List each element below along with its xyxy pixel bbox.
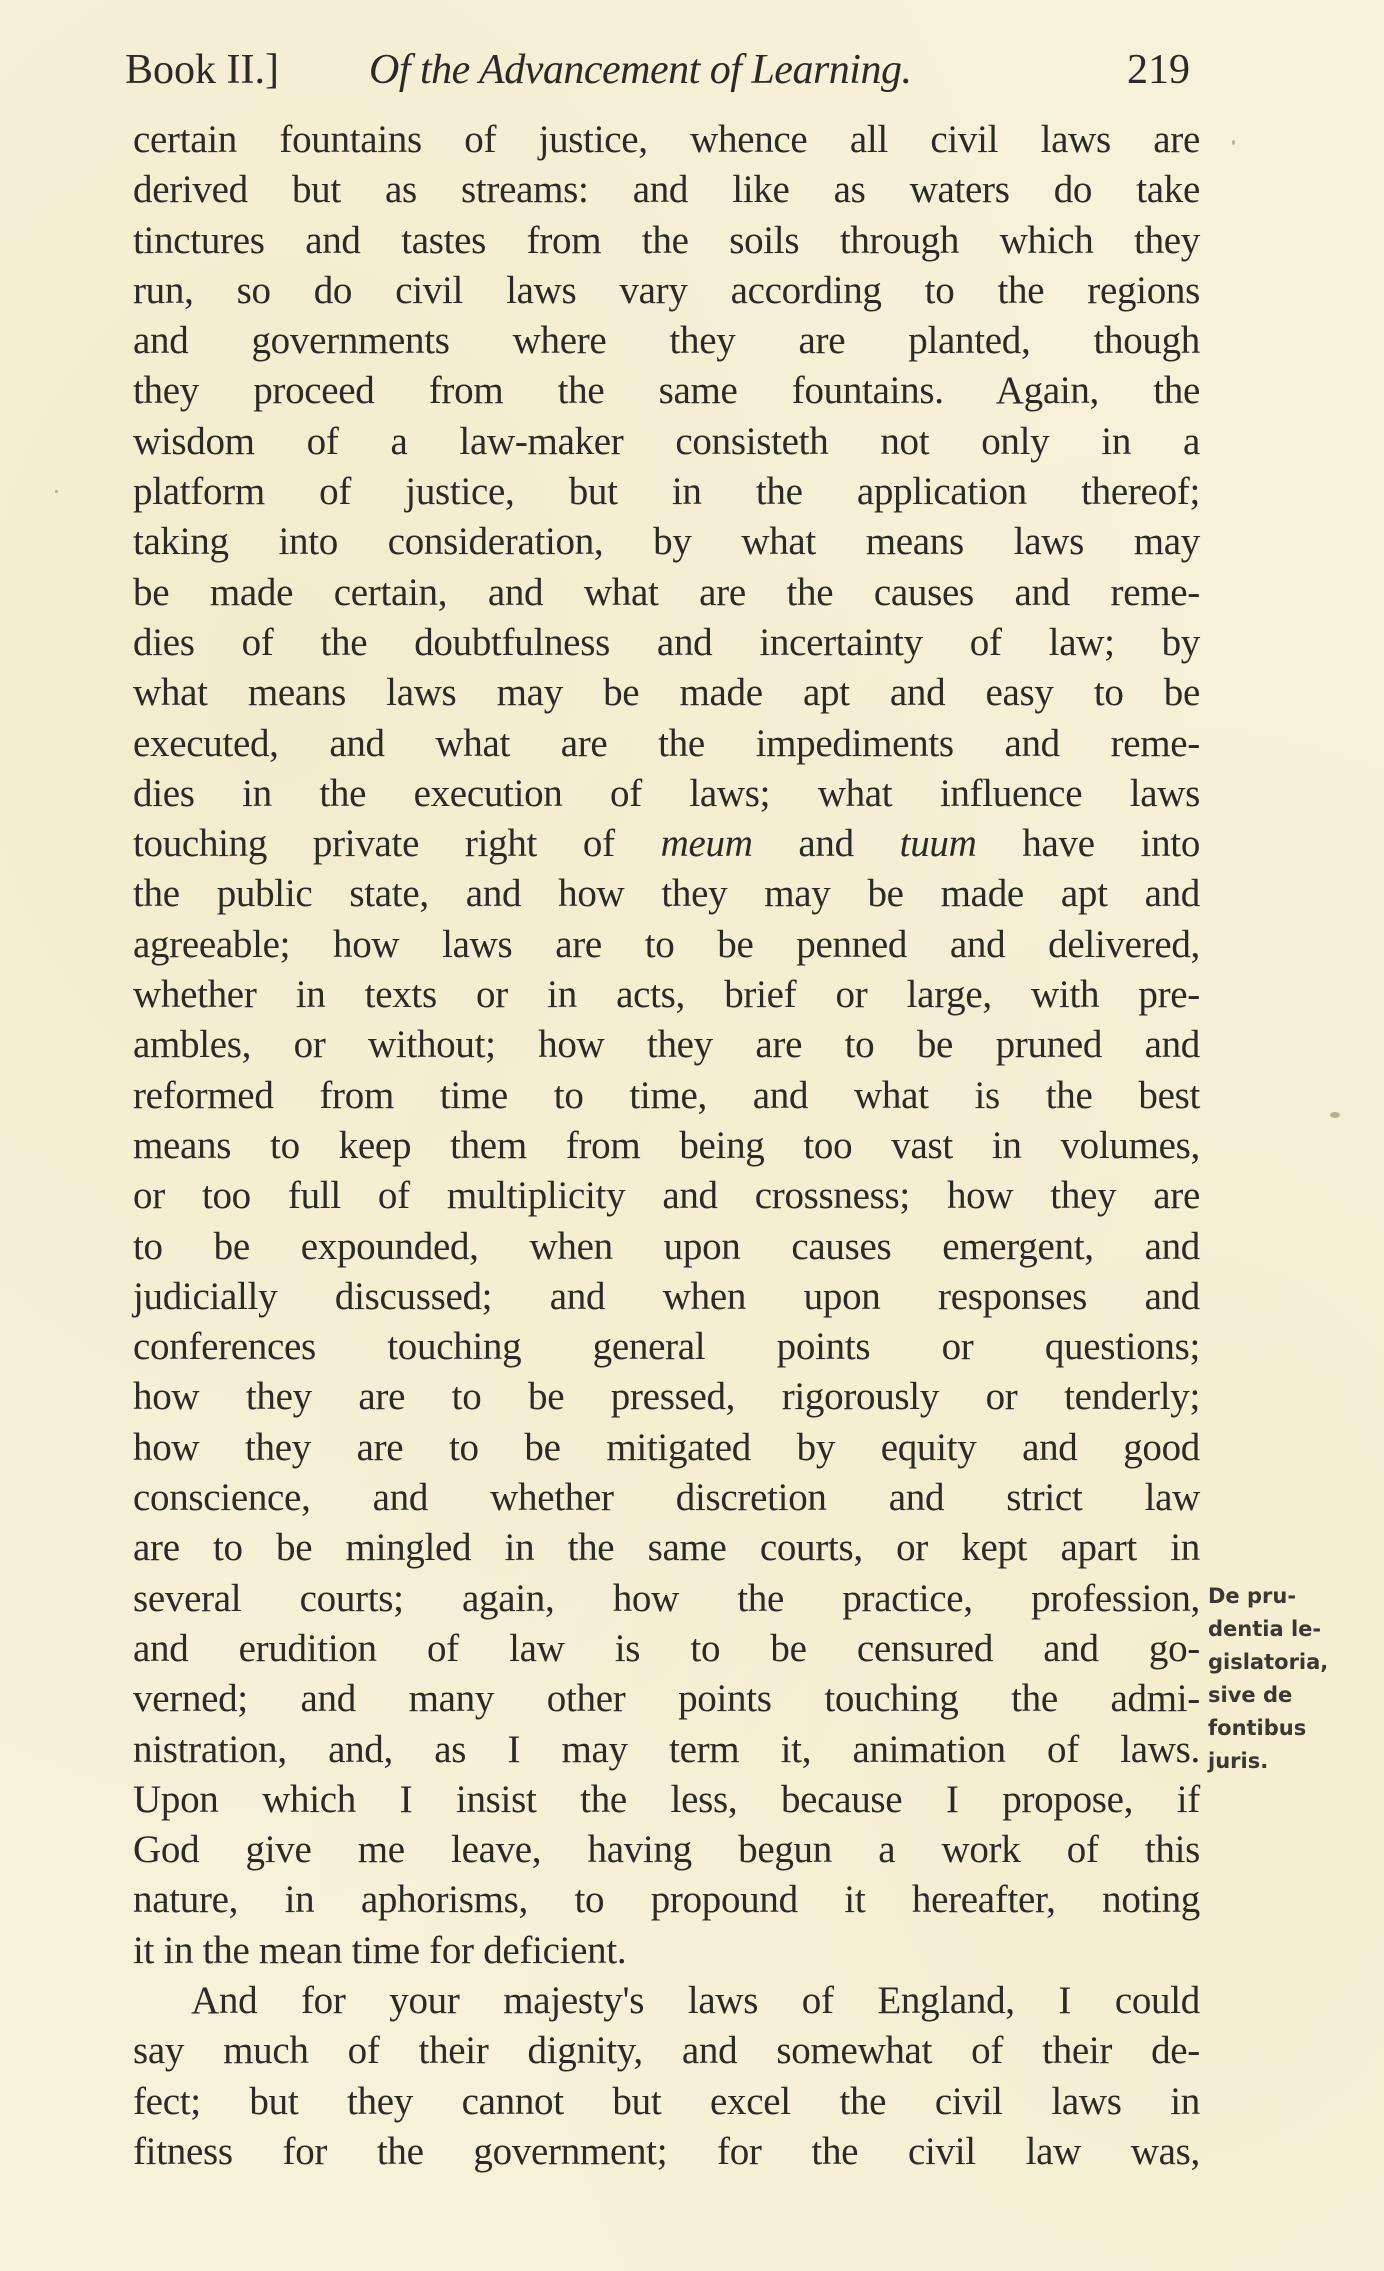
text-line: fect; but they cannot but excel the civil laws in — [133, 2079, 1200, 2123]
book-section-label: Book II.] — [125, 47, 279, 93]
text-line: and governments where they are planted, though — [133, 319, 1200, 363]
text-line: platform of justice, but in the application thereof; — [133, 470, 1200, 514]
text-line: or too full of multiplicity and crossness; how they are — [133, 1174, 1200, 1218]
text-line: say much of their dignity, and somewhat of their de- — [133, 2029, 1200, 2073]
marginal-note-line: fontibus — [1208, 1716, 1307, 1740]
text-line: to be expounded, when upon causes emergent, and — [133, 1224, 1200, 1268]
text-line: run, so do civil laws vary according to the regions — [133, 268, 1200, 312]
paragraph-end-line: it in the mean time for deficient. — [133, 1928, 627, 1972]
text-line: wisdom of a law-maker consisteth not only in a — [133, 419, 1200, 463]
text-line: ambles, or without; how they are to be pruned and — [133, 1023, 1200, 1067]
paper-speck — [1330, 1112, 1340, 1118]
text-line: means to keep them from being too vast in volumes, — [133, 1123, 1200, 1167]
text-line: what means laws may be made apt and easy to be — [133, 671, 1200, 715]
text-line: reformed from time to time, and what is the best — [133, 1073, 1200, 1117]
paragraph-start-line: And for your majesty's laws of England, I could — [191, 1978, 1200, 2022]
text-line: the public state, and how they may be made apt and — [133, 872, 1200, 916]
paper-speck — [1232, 140, 1235, 145]
text-segment: have into — [976, 822, 1201, 866]
running-title: Of the Advancement of Learning. — [369, 47, 912, 93]
text-line: dies in the execution of laws; what influence laws — [133, 771, 1200, 815]
marginal-note-line: De pru- — [1208, 1584, 1297, 1608]
text-line: conferences touching general points or questions; — [133, 1325, 1200, 1369]
page-number: 219 — [1127, 47, 1190, 93]
text-line: judicially discussed; and when upon responses and — [133, 1274, 1200, 1318]
text-line: they proceed from the same fountains. Again, the — [133, 369, 1200, 413]
text-line: fitness for the government; for the civil law was, — [133, 2129, 1200, 2173]
text-line: God give me leave, having begun a work of this — [133, 1828, 1200, 1872]
text-line: agreeable; how laws are to be penned and delivered, — [133, 922, 1200, 966]
text-line: and erudition of law is to be censured and go- — [133, 1626, 1200, 1670]
text-line: be made certain, and what are the causes and reme- — [133, 570, 1200, 614]
text-line: taking into consideration, by what means laws may — [133, 520, 1200, 564]
latin-term-tuum: tuum — [899, 822, 977, 866]
text-line: tinctures and tastes from the soils through which they — [133, 218, 1200, 262]
text-line: several courts; again, how the practice, profession, — [133, 1576, 1200, 1620]
text-line: verned; and many other points touching the admi- — [133, 1677, 1200, 1721]
body-text — [133, 115, 1200, 2177]
text-line-meum-tuum — [133, 819, 1200, 869]
running-header — [125, 40, 1200, 100]
marginal-note — [1208, 1580, 1378, 1778]
marginal-note-line: dentia le- — [1208, 1617, 1322, 1641]
text-segment: and — [752, 822, 900, 866]
text-line: whether in texts or in acts, brief or large, with pre- — [133, 973, 1200, 1017]
text-line: Upon which I insist the less, because I propose, if — [133, 1777, 1200, 1821]
text-line: executed, and what are the impediments and reme- — [133, 721, 1200, 765]
latin-term-meum: meum — [660, 822, 753, 866]
marginal-note-line: gislatoria, — [1208, 1650, 1329, 1674]
text-line: how they are to be pressed, rigorously or tenderly; — [133, 1375, 1200, 1419]
text-line: how they are to be mitigated by equity and good — [133, 1425, 1200, 1469]
text-line: dies of the doubtfulness and incertainty of law; by — [133, 620, 1200, 664]
text-line: conscience, and whether discretion and strict law — [133, 1476, 1200, 1520]
text-line: nature, in aphorisms, to propound it hereafter, noting — [133, 1878, 1200, 1922]
text-segment: touching private right of — [133, 822, 661, 866]
text-line: are to be mingled in the same courts, or kept apart in — [133, 1526, 1200, 1570]
text-line: derived but as streams: and like as waters do take — [133, 168, 1200, 212]
paper-speck — [55, 490, 58, 493]
marginal-note-line: juris. — [1208, 1749, 1269, 1773]
text-line: nistration, and, as I may term it, animation of laws. — [133, 1727, 1200, 1771]
marginal-note-line: sive de — [1208, 1683, 1293, 1707]
text-line: certain fountains of justice, whence all civil laws are — [133, 118, 1200, 161]
